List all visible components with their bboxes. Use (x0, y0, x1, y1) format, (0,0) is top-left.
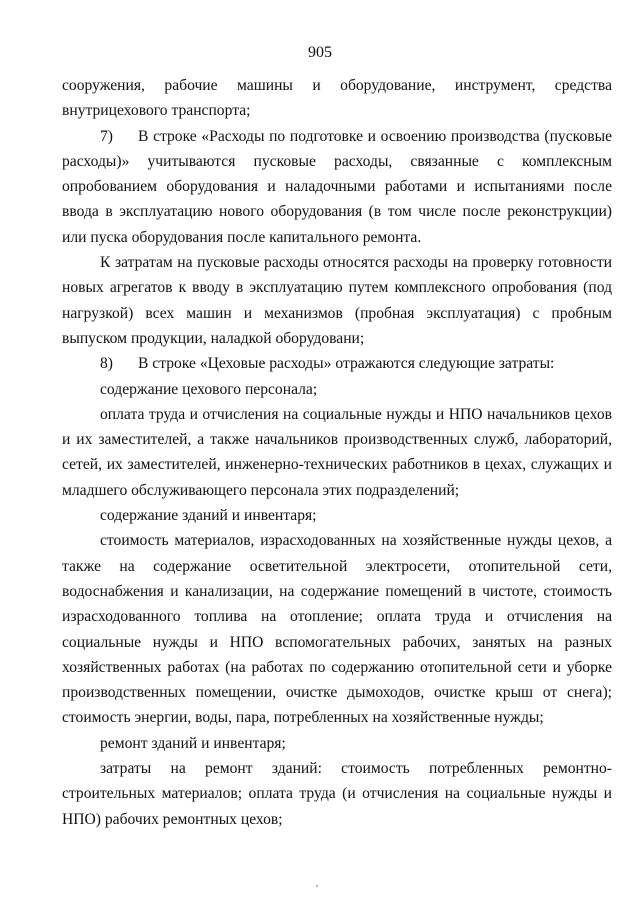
paragraph-repair-costs (62, 756, 612, 832)
scan-artifact (316, 885, 318, 887)
paragraph-startup-costs (62, 250, 612, 351)
paragraph-item-8 (62, 351, 612, 376)
paragraph-item-7 (62, 124, 612, 250)
paragraph-text: сооружения, рабочие машины и оборудование, инструмент, средства внутрицехового транспорта; (62, 77, 612, 120)
paragraph-buildings-repair (62, 731, 612, 756)
paragraph-text: затраты на ремонт зданий: стоимость потребленных ремонтно-строительных материалов; оплата труда (и отчисления на социальные нужды и НПО) рабочих ремонтных цехов; (62, 760, 612, 828)
paragraph-text: В строке «Расходы по подготовке и освоению производства (пусковые расходы)» учитываются пусковые расходы, связанные с комплексным опробованием оборудования и наладочными работами и испытаниями после ввода в эксплуатацию нового оборудования (в том числе после реконструкции) или пуска оборудования после капитального ремонта. (62, 127, 612, 246)
paragraph-materials-cost (62, 528, 612, 730)
paragraph-text: оплата труда и отчисления на социальные нужды и НПО начальников цехов и их заместителей, а также начальников производственных служб, лабораторий, сетей, их заместителей, инженерно-технических работников в цехах, служащих и младшего обслуживающего персонала этих подразделений; (62, 405, 612, 499)
paragraph-continuation (62, 73, 612, 124)
document-body (62, 73, 612, 832)
paragraph-text: содержание цехового персонала; (100, 380, 318, 398)
paragraph-text: В строке «Цеховые расходы» отражаются следующие затраты: (138, 355, 555, 373)
paragraph-text: содержание зданий и инвентаря; (100, 507, 317, 525)
paragraph-text: К затратам на пусковые расходы относятся расходы на проверку готовности новых агрегатов к вводу в эксплуатацию путем комплексного опробования (под нагрузкой) всех машин и механизмов (пробная эксплуатация) с пробным выпуском продукции, наладкой оборудовани; (62, 254, 612, 347)
paragraph-staff-payroll (62, 402, 612, 503)
item-number: 8) (100, 355, 113, 373)
paragraph-shop-staff (62, 377, 612, 402)
paragraph-buildings-maintenance (62, 503, 612, 528)
paragraph-text: ремонт зданий и инвентаря; (100, 734, 286, 752)
paragraph-text: стоимость материалов, израсходованных на хозяйственные нужды цехов, а также на содержание осветительной электросети, отопительной сети, водоснабжения и канализации, на содержание помещений в чистоте, стоимость израсходованного топлива на отопление; оплата труда и отчисления на социальные нужды и НПО вспомогательных рабочих, занятых на разных хозяйственных работах (на работах по содержанию отопительной сети и уборке производственных помещении, очистке дымоходов, очистке крыш от снега); стоимость энергии, воды, пара, потребленных на хозяйственные нужды; (62, 532, 612, 727)
item-number: 7) (100, 127, 113, 145)
page-number: 905 (308, 44, 332, 61)
